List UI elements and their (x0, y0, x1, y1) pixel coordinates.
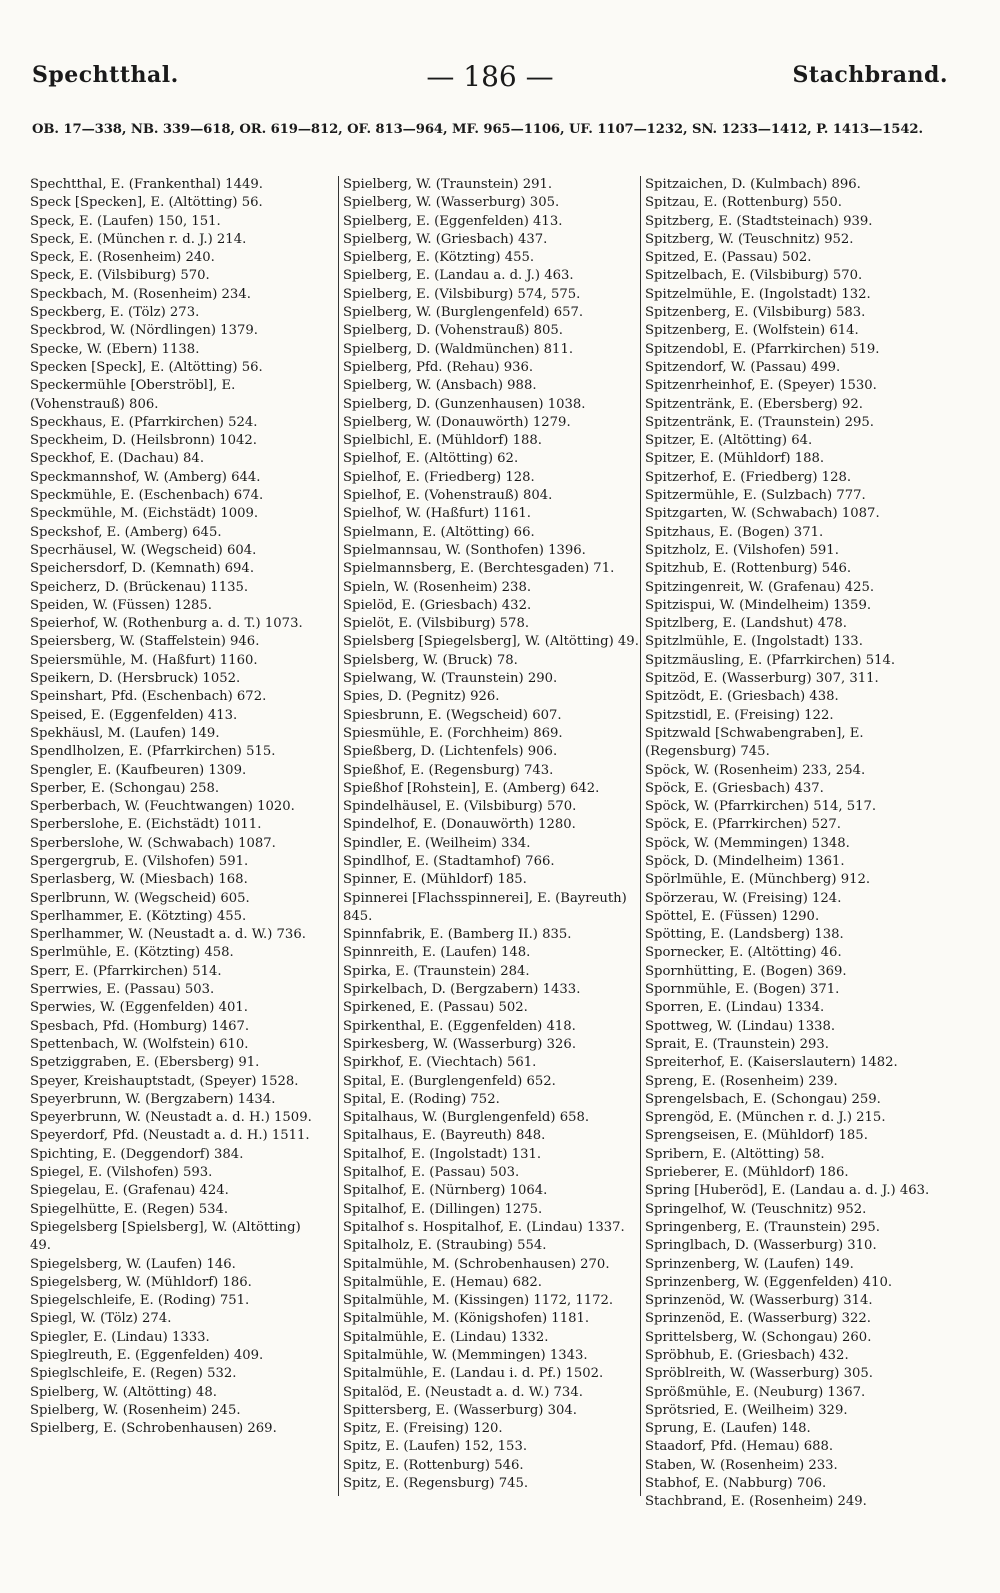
index-entry: Spitalmühle, M. (Königshofen) 1181. (343, 1311, 590, 1327)
index-entry: Sperberslohe, E. (Eichstädt) 1011. (30, 817, 262, 833)
index-entry: Spitzerhof, E. (Friedberg) 128. (645, 469, 852, 485)
index-entry: Specke, W. (Ebern) 1138. (30, 341, 200, 357)
index-entry: Sprengelsbach, E. (Schongau) 259. (645, 1091, 881, 1107)
index-entry: Spielberg, W. (Altötting) 48. (30, 1384, 217, 1400)
index-entry: Spitzlberg, E. (Landshut) 478. (645, 616, 847, 632)
index-entry: Spitalmühle, E. (Hemau) 682. (343, 1274, 542, 1290)
index-entry: Spichting, E. (Deggendorf) 384. (30, 1146, 244, 1162)
index-entry: Spöck, E. (Pfarrkirchen) 527. (645, 817, 841, 833)
index-entry: Spielöd, E. (Griesbach) 432. (343, 597, 532, 613)
index-entry: Spekhäusl, M. (Laufen) 149. (30, 725, 220, 741)
index-entry: Sprötsried, E. (Weilheim) 329. (645, 1402, 848, 1418)
index-entry: Spitzhub, E. (Rottenburg) 546. (645, 561, 852, 577)
index-entry: Sperlbrunn, W. (Wegscheid) 605. (30, 890, 250, 906)
index-entry: Sperwies, W. (Eggenfelden) 401. (30, 1000, 248, 1016)
index-entry: Spiegelau, E. (Grafenau) 424. (30, 1183, 229, 1199)
index-entry: Springelhof, W. (Teuschnitz) 952. (645, 1201, 867, 1217)
index-entry: Spielhof, E. (Friedberg) 128. (343, 469, 535, 485)
index-entry: Speiersmühle, M. (Haßfurt) 1160. (30, 652, 258, 668)
index-entry: Speckhof, E. (Dachau) 84. (30, 451, 205, 467)
index-entry: Spötting, E. (Landsberg) 138. (645, 927, 844, 943)
index-entry: Spirka, E. (Traunstein) 284. (343, 963, 530, 979)
index-entry: Spieglreuth, E. (Eggenfelden) 409. (30, 1348, 264, 1363)
index-entry: Speichersdorf, D. (Kemnath) 694. (30, 561, 255, 577)
index-entry: Speckberg, E. (Tölz) 273. (30, 305, 200, 321)
index-entry: Spitz, E. (Regensburg) 745. (343, 1476, 529, 1492)
index-entry: Spitzer, E. (Mühldorf) 188. (645, 451, 825, 467)
index-entry: Spröbhub, E. (Griesbach) 432. (645, 1348, 849, 1363)
index-entry: Spielmann, E. (Altötting) 66. (343, 524, 535, 540)
index-entry: Spornmühle, E. (Bogen) 371. (645, 982, 840, 998)
index-entry: Spielberg, W. (Donauwörth) 1279. (343, 414, 571, 430)
page-header (32, 60, 948, 100)
index-entry: Speck [Specken], E. (Altötting) 56. (30, 195, 263, 211)
index-entry: Spitzstidl, E. (Freising) 122. (645, 707, 834, 723)
index-entry: Spielmannsau, W. (Sonthofen) 1396. (343, 542, 586, 558)
index-entry: Spengler, E. (Kaufbeuren) 1309. (30, 762, 247, 778)
index-entry: Spielwang, W. (Traunstein) 290. (343, 671, 558, 687)
index-entry: Speck, E. (Laufen) 150, 151. (30, 213, 221, 229)
index-entry: Sprinzenöd, W. (Wasserburg) 314. (645, 1293, 873, 1309)
index-entry: Spießhof [Rohstein], E. (Amberg) 642. (343, 780, 600, 796)
index-entry: Spielberg, W. (Burglengenfeld) 657. (343, 305, 584, 321)
index-entry: Speck, E. (Vilsbiburg) 570. (30, 268, 210, 284)
index-entry: Spottweg, W. (Lindau) 1338. (645, 1018, 836, 1034)
index-entry: Spielbichl, E. (Mühldorf) 188. (343, 433, 542, 449)
index-entry: Spitalhof, E. (Dillingen) 1275. (343, 1201, 543, 1217)
index-entry: Speyerbrunn, W. (Neustadt a. d. H.) 1509. (30, 1110, 312, 1126)
page-number: — 186 — (426, 60, 554, 93)
index-entry: Speckbrod, W. (Nördlingen) 1379. (30, 323, 258, 339)
index-entry: Spitzelbach, E. (Vilsbiburg) 570. (645, 268, 863, 284)
index-entry: Spindler, E. (Weilheim) 334. (343, 835, 531, 851)
index-entry: Spitzenberg, E. (Wolfstein) 614. (645, 323, 859, 339)
index-entry: Spirkenthal, E. (Eggenfelden) 418. (343, 1018, 576, 1034)
index-entry: Spitzödt, E. (Griesbach) 438. (645, 689, 839, 705)
index-entry: Spinnreith, E. (Laufen) 148. (343, 945, 531, 961)
index-entry: Spiegel, E. (Vilshofen) 593. (30, 1165, 213, 1181)
index-entry: Spitzenrheinhof, E. (Speyer) 1530. (645, 378, 877, 394)
index-entry: Spendlholzen, E. (Pfarrkirchen) 515. (30, 744, 276, 760)
index-entry: Speckhaus, E. (Pfarrkirchen) 524. (30, 414, 258, 430)
index-entry: Spitzberg, W. (Teuschnitz) 952. (645, 231, 854, 247)
index-entry: Spitzendorf, W. (Passau) 499. (645, 359, 841, 375)
index-entry: Spöck, W. (Pfarrkirchen) 514, 517. (645, 799, 877, 815)
index-entry: Spieln, W. (Rosenheim) 238. (343, 579, 532, 595)
index-entry: Spitz, E. (Freising) 120. (343, 1421, 503, 1437)
index-entry: Spielsberg [Spiegelsberg], W. (Altötting) 49. (343, 634, 639, 650)
index-entry: Speck, E. (Rosenheim) 240. (30, 250, 215, 266)
index-entry: Spornhütting, E. (Bogen) 369. (645, 963, 847, 979)
index-entry: Spiegler, E. (Lindau) 1333. (30, 1329, 210, 1345)
index-entry: Spießberg, D. (Lichtenfels) 906. (343, 744, 558, 760)
index-entry: Spitalhaus, W. (Burglengenfeld) 658. (343, 1110, 590, 1126)
index-entry: Spirkelbach, D. (Bergzabern) 1433. (343, 982, 581, 998)
index-entry: Spöck, E. (Griesbach) 437. (645, 780, 824, 796)
index-entry: Spitzmäusling, E. (Pfarrkirchen) 514. (645, 652, 896, 668)
index-entry: Sperlhammer, E. (Kötzting) 455. (30, 908, 247, 924)
index-entry: Spitalhof, E. (Passau) 503. (343, 1165, 520, 1181)
index-entry: Spitzlmühle, E. (Ingolstadt) 133. (645, 634, 863, 650)
index-entry: Spielberg, W. (Ansbach) 988. (343, 378, 537, 394)
index-entry: Speck, E. (München r. d. J.) 214. (30, 231, 247, 247)
index-entry: Speckmühle, M. (Eichstädt) 1009. (30, 506, 259, 522)
index-entry: Speiden, W. (Füssen) 1285. (30, 597, 212, 613)
index-entry: Spitalmühle, M. (Kissingen) 1172, 1172. (343, 1293, 614, 1309)
index-entry: Speckheim, D. (Heilsbronn) 1042. (30, 433, 257, 449)
header-first-entry: Spechtthal. (32, 62, 179, 88)
index-entry: Spielhof, E. (Vohenstrauß) 804. (343, 488, 553, 504)
index-entry: Spitalöd, E. (Neustadt a. d. W.) 734. (343, 1384, 583, 1400)
index-entry: Sperber, E. (Schongau) 258. (30, 780, 220, 796)
index-entry: Spöttel, E. (Füssen) 1290. (645, 908, 820, 924)
index-entry: Speckbach, M. (Rosenheim) 234. (30, 286, 251, 302)
index-entry: Spielsberg, W. (Bruck) 78. (343, 652, 518, 668)
index-entry: Speierhof, W. (Rothenburg a. d. T.) 1073. (30, 616, 303, 632)
index-entry: Spielberg, E. (Kötzting) 455. (343, 250, 535, 266)
index-entry: Spiegl, W. (Tölz) 274. (30, 1311, 172, 1327)
index-entry: Spielberg, W. (Traunstein) 291. (343, 177, 553, 192)
index-entry: Sprößmühle, E. (Neuburg) 1367. (645, 1384, 866, 1400)
index-entry: Spöck, D. (Mindelheim) 1361. (645, 853, 845, 869)
index-entry: Spitz, E. (Rottenburg) 546. (343, 1457, 524, 1473)
index-entry: Spitzgarten, W. (Schwabach) 1087. (645, 506, 880, 522)
index-entry: Spielberg, E. (Schrobenhausen) 269. (30, 1421, 277, 1437)
index-entry: Sprinzenberg, W. (Laufen) 149. (645, 1256, 854, 1272)
index-entry: Speyerdorf, Pfd. (Neustadt a. d. H.) 1511. (30, 1128, 310, 1144)
index-entry: Spitalholz, E. (Straubing) 554. (343, 1238, 547, 1254)
index-entry: Speckmannshof, W. (Amberg) 644. (30, 469, 261, 485)
index-entry: Sprait, E. (Traunstein) 293. (645, 1036, 829, 1052)
index-entry: Sperr, E. (Pfarrkirchen) 514. (30, 963, 222, 979)
index-entry: Speised, E. (Eggenfelden) 413. (30, 707, 238, 723)
index-entry: Specrhäusel, W. (Wegscheid) 604. (30, 542, 257, 558)
index-entry: Spreng, E. (Rosenheim) 239. (645, 1073, 838, 1089)
index-entry: Springenberg, E. (Traunstein) 295. (645, 1219, 880, 1235)
header-last-entry: Stachbrand. (792, 62, 948, 88)
index-entry: Sperberslohe, W. (Schwabach) 1087. (30, 835, 276, 851)
index-entry: Spitzingenreit, W. (Grafenau) 425. (645, 579, 875, 595)
index-entry: Spreiterhof, E. (Kaiserslautern) 1482. (645, 1055, 898, 1071)
index-entry: Spornecker, E. (Altötting) 46. (645, 945, 842, 961)
index-entry: Sperlhammer, W. (Neustadt a. d. W.) 736. (30, 927, 306, 943)
index-entry: Spielmannsberg, E. (Berchtesgaden) 71. (343, 561, 615, 577)
index-entry: Spindelhof, E. (Donauwörth) 1280. (343, 817, 576, 833)
index-entry: Spitzed, E. (Passau) 502. (645, 250, 812, 266)
index-entry: Spirkened, E. (Passau) 502. (343, 1000, 528, 1016)
index-entry: Spitalhof, E. (Nürnberg) 1064. (343, 1183, 548, 1199)
index-entry: Spiegelsberg, W. (Laufen) 146. (30, 1256, 236, 1272)
index-entry: Spitzberg, E. (Stadtsteinach) 939. (645, 213, 873, 229)
index-entry: Spindelhäusel, E. (Vilsbiburg) 570. (343, 799, 577, 815)
index-entry: Spring [Huberöd], E. (Landau a. d. J.) 463. (645, 1183, 930, 1199)
index-entry: Spörlmühle, E. (Münchberg) 912. (645, 872, 871, 888)
index-entry: Spielberg, E. (Vilsbiburg) 574, 575. (343, 286, 581, 302)
index-entry: Speicherz, D. (Brückenau) 1135. (30, 579, 249, 595)
index-entry: Spitzau, E. (Rottenburg) 550. (645, 195, 842, 211)
index-entry: Sprinzenberg, W. (Eggenfelden) 410. (645, 1274, 893, 1290)
index-entry: Speyer, Kreishauptstadt, (Speyer) 1528. (30, 1073, 299, 1089)
index-entry: Spitalhof s. Hospitalhof, E. (Lindau) 1337. (343, 1219, 625, 1235)
index-entry: Stabhof, E. (Nabburg) 706. (645, 1476, 827, 1492)
index-entry: Spiegelhütte, E. (Regen) 534. (30, 1201, 229, 1217)
index-entry: Spitzermühle, E. (Sulzbach) 777. (645, 488, 866, 504)
index-entry: Spribern, E. (Altötting) 58. (645, 1146, 825, 1162)
index-entry: Spinnerei [Flachsspinnerei], E. (Bayreuth) 845. (343, 890, 627, 924)
index-entry: Spitz, E. (Laufen) 152, 153. (343, 1439, 528, 1455)
column-1 (30, 176, 322, 1496)
index-entry: Spielberg, W. (Griesbach) 437. (343, 231, 548, 247)
index-entry: Spirkhof, E. (Viechtach) 561. (343, 1055, 537, 1071)
index-entry: Sprengseisen, E. (Mühldorf) 185. (645, 1128, 868, 1144)
index-entry: Spitalmühle, E. (Lindau) 1332. (343, 1329, 549, 1345)
index-entry: Spielberg, W. (Rosenheim) 245. (30, 1402, 241, 1418)
index-entry: Spielhof, E. (Altötting) 62. (343, 451, 519, 467)
index-entry: Spital, E. (Roding) 752. (343, 1091, 500, 1107)
index-entry: Spielberg, D. (Gunzenhausen) 1038. (343, 396, 586, 412)
index-entry: Sprittelsberg, W. (Schongau) 260. (645, 1329, 872, 1345)
index-entry: Spitalmühle, M. (Schrobenhausen) 270. (343, 1256, 610, 1272)
index-entry: Spiesbrunn, E. (Wegscheid) 607. (343, 707, 562, 723)
index-entry: Spielberg, D. (Vohenstrauß) 805. (343, 323, 564, 339)
index-entry: Sprieberer, E. (Mühldorf) 186. (645, 1165, 849, 1181)
index-entry: Spettenbach, W. (Wolfstein) 610. (30, 1036, 249, 1052)
index-entry: Spitzentränk, E. (Traunstein) 295. (645, 414, 874, 430)
index-entry: Spitalhof, E. (Ingolstadt) 131. (343, 1146, 542, 1162)
index-entry: Spielhof, W. (Haßfurt) 1161. (343, 506, 531, 522)
index-entry: Spiegelsberg, W. (Mühldorf) 186. (30, 1274, 252, 1290)
column-2 (338, 176, 639, 1496)
index-entry: Speinshart, Pfd. (Eschenbach) 672. (30, 689, 267, 705)
index-entry: Spielberg, D. (Waldmünchen) 811. (343, 341, 574, 357)
index-entry: Spitalmühle, E. (Landau i. d. Pf.) 1502. (343, 1366, 604, 1382)
index-entry: Spiegelsberg [Spielsberg], W. (Altötting) 49. (30, 1219, 301, 1254)
index-entry: Sperberbach, W. (Feuchtwangen) 1020. (30, 799, 295, 815)
index-entry: Stachbrand, E. (Rosenheim) 249. (645, 1494, 867, 1510)
index-entry: Staben, W. (Rosenheim) 233. (645, 1457, 838, 1473)
index-entry: Spergergrub, E. (Vilshofen) 591. (30, 853, 249, 869)
index-entry: Sperlasberg, W. (Miesbach) 168. (30, 872, 248, 888)
index-entry: Sperlmühle, E. (Kötzting) 458. (30, 945, 234, 961)
index-entry: Spinnfabrik, E. (Bamberg II.) 835. (343, 927, 572, 943)
index-entry: Speiersberg, W. (Staffelstein) 946. (30, 634, 260, 650)
index-entry: Speikern, D. (Hersbruck) 1052. (30, 671, 241, 687)
index-entry: Spitzhaus, E. (Bogen) 371. (645, 524, 824, 540)
index-entry: Spitzaichen, D. (Kulmbach) 896. (645, 177, 861, 192)
index-entry: Spitzispui, W. (Mindelheim) 1359. (645, 597, 872, 613)
index-entry: Speckshof, E. (Amberg) 645. (30, 524, 222, 540)
index-entry: Spöck, W. (Rosenheim) 233, 254. (645, 762, 866, 778)
index-entry: Spielberg, W. (Wasserburg) 305. (343, 195, 560, 211)
index-entry: Spielberg, E. (Eggenfelden) 413. (343, 213, 563, 229)
index-entry: Spießhof, E. (Regensburg) 743. (343, 762, 554, 778)
index-entry: Spitzöd, E. (Wasserburg) 307, 311. (645, 671, 879, 687)
index-entry: Sprengöd, E. (München r. d. J.) 215. (645, 1110, 886, 1126)
index-entry: Speckmühle, E. (Eschenbach) 674. (30, 488, 264, 504)
index-entry: Sprinzenöd, E. (Wasserburg) 322. (645, 1311, 871, 1327)
index-entry: Speyerbrunn, W. (Bergzabern) 1434. (30, 1091, 276, 1107)
index-entry: Spechtthal, E. (Frankenthal) 1449. (30, 177, 263, 192)
index-entry: Spetziggraben, E. (Ebersberg) 91. (30, 1055, 260, 1071)
index-entry: Staadorf, Pfd. (Hemau) 688. (645, 1439, 834, 1455)
index-entry: Spitzentränk, E. (Ebersberg) 92. (645, 396, 863, 412)
index-entry: Spindlhof, E. (Stadtamhof) 766. (343, 853, 555, 869)
index-entry: Sperrwies, E. (Passau) 503. (30, 982, 215, 998)
index-entry: Spitzenberg, E. (Vilsbiburg) 583. (645, 305, 866, 321)
index-entry: Spielöt, E. (Vilsbiburg) 578. (343, 616, 530, 632)
index-entry: Spiegelschleife, E. (Roding) 751. (30, 1293, 250, 1309)
index-entry: Spielberg, Pfd. (Rehau) 936. (343, 359, 534, 375)
index-entry: Springlbach, D. (Wasserburg) 310. (645, 1238, 877, 1254)
index-entry: Sprung, E. (Laufen) 148. (645, 1421, 811, 1437)
index-entry: Spitzholz, E. (Vilshofen) 591. (645, 542, 839, 558)
index-entry: Spitzer, E. (Altötting) 64. (645, 433, 813, 449)
index-entry: Spitzwald [Schwabengraben], E. (Regensburg) 745. (645, 725, 864, 760)
index-entry: Spital, E. (Burglengenfeld) 652. (343, 1073, 556, 1089)
index-entry: Spielberg, E. (Landau a. d. J.) 463. (343, 268, 574, 284)
index-entry: Spitalmühle, W. (Memmingen) 1343. (343, 1348, 588, 1363)
index-entry: Spiesmühle, E. (Forchheim) 869. (343, 725, 563, 741)
index-entry: Spinner, E. (Mühldorf) 185. (343, 872, 527, 888)
index-entry: Spöck, W. (Memmingen) 1348. (645, 835, 850, 851)
abbreviation-line: OB. 17—338, NB. 339—618, OR. 619—812, OF. 813—964, MF. 965—1106, UF. 1107—1232, SN. 1233—1412, P. 1413—1542. (32, 122, 923, 137)
index-entry: Spröblreith, W. (Wasserburg) 305. (645, 1366, 873, 1382)
index-entry: Spitzendobl, E. (Pfarrkirchen) 519. (645, 341, 880, 357)
index-entry: Spittersberg, E. (Wasserburg) 304. (343, 1402, 577, 1418)
index-entry: Speckermühle [Oberströbl], E. (Vohenstrauß) 806. (30, 378, 236, 412)
index-entry: Specken [Speck], E. (Altötting) 56. (30, 359, 263, 375)
column-3 (640, 176, 947, 1510)
index-entry: Spirkesberg, W. (Wasserburg) 326. (343, 1036, 577, 1052)
index-entry: Spies, D. (Pegnitz) 926. (343, 689, 500, 705)
index-entry: Spörzerau, W. (Freising) 124. (645, 890, 842, 906)
index-entry: Spitzelmühle, E. (Ingolstadt) 132. (645, 286, 871, 302)
index-entry: Spieglschleife, E. (Regen) 532. (30, 1366, 237, 1382)
index-entry: Spitalhaus, E. (Bayreuth) 848. (343, 1128, 546, 1144)
index-entry: Sporren, E. (Lindau) 1334. (645, 1000, 825, 1016)
index-entry: Spesbach, Pfd. (Homburg) 1467. (30, 1018, 250, 1034)
